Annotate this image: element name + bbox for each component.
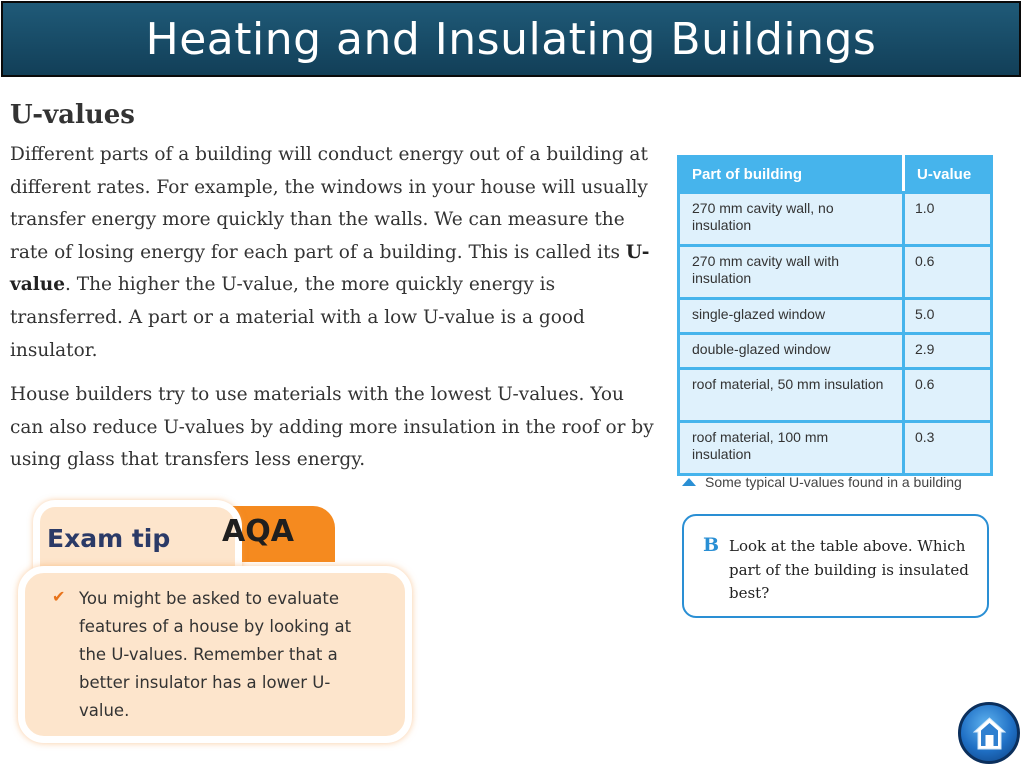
table-cell-part: single-glazed window xyxy=(679,299,904,334)
table-row xyxy=(679,369,992,422)
triangle-up-icon xyxy=(682,478,696,486)
table-caption xyxy=(682,474,962,490)
table-cell-value: 0.3 xyxy=(904,422,992,475)
slide-title: Heating and Insulating Buildings xyxy=(145,13,877,65)
table-cell-value: 2.9 xyxy=(904,334,992,369)
table-cell-part: roof material, 50 mm insulation xyxy=(679,369,904,422)
table-row xyxy=(679,193,992,246)
u-value-term: U-value xyxy=(10,241,650,296)
table-cell-part: 270 mm cavity wall with insulation xyxy=(679,246,904,299)
table-cell-value: 1.0 xyxy=(904,193,992,246)
table-header-row xyxy=(679,157,992,193)
u-values-table xyxy=(677,155,993,476)
table-cell-part: double-glazed window xyxy=(679,334,904,369)
table-row xyxy=(679,246,992,299)
aqa-badge: AQA xyxy=(222,514,294,549)
table-row xyxy=(679,334,992,369)
paragraph-2: House builders try to use materials with the lowest U-values. You can also reduce U-values by adding more insulation in the roof or by using glass that transfers less energy. xyxy=(10,384,654,471)
header-u-value: U-value xyxy=(904,157,992,193)
exam-tip-text: You might be asked to evaluate features of a house by looking at the U-values. Remember that a better insulator has a lower U-value. xyxy=(79,589,352,720)
table-caption-text: Some typical U-values found in a building xyxy=(705,474,962,490)
paragraph-1 xyxy=(10,139,660,367)
question-box xyxy=(682,514,989,618)
home-button[interactable] xyxy=(958,702,1020,764)
exam-tip-title: Exam tip xyxy=(47,524,171,553)
table-cell-part: roof material, 100 mm insulation xyxy=(679,422,904,475)
question-letter: B xyxy=(703,534,720,556)
header-part-of-building: Part of building xyxy=(679,157,904,193)
paragraph-1-part2: . The higher the U-value, the more quickly energy is transferred. A part or a material with a low U-value is a good insulator. xyxy=(10,274,585,361)
title-bar xyxy=(1,1,1021,77)
table-cell-value: 0.6 xyxy=(904,369,992,422)
table-cell-value: 5.0 xyxy=(904,299,992,334)
table-row xyxy=(679,422,992,475)
table-cell-value: 0.6 xyxy=(904,246,992,299)
question-text: Look at the table above. Which part of the building is insulated best? xyxy=(729,537,969,602)
paragraph-1-part1: Different parts of a building will conduct energy out of a building at different rates. For example, the windows in your house will usually transfer energy more quickly than the walls. We can measure the rate of losing energy for each part of a building. This is called its xyxy=(10,144,648,263)
table-cell-part: 270 mm cavity wall, no insulation xyxy=(679,193,904,246)
table-row xyxy=(679,299,992,334)
check-icon: ✔ xyxy=(52,587,66,606)
section-heading: U-values xyxy=(10,100,135,130)
home-icon xyxy=(973,716,1006,752)
